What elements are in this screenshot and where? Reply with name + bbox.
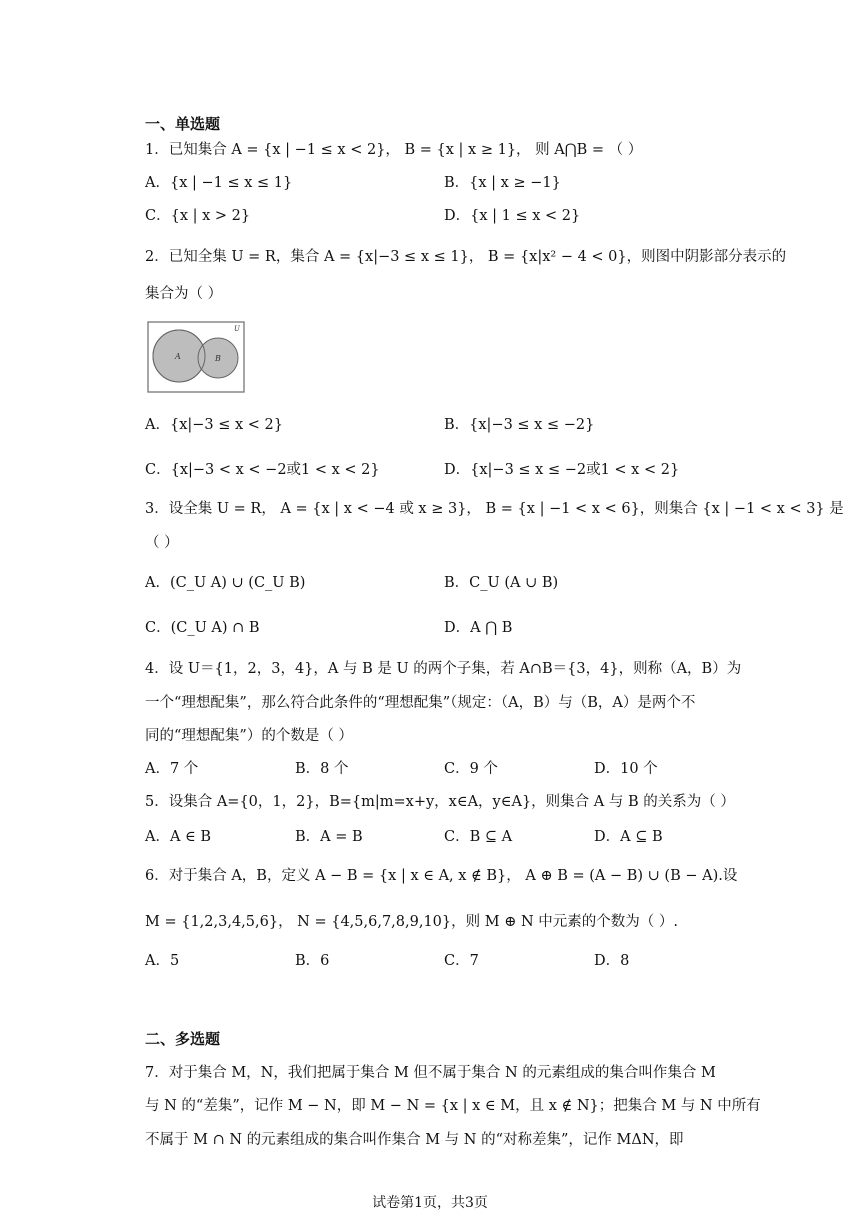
section-single-choice: 一、单选题 [145, 115, 221, 133]
question-5-option-a: A．A ∈ B [145, 829, 212, 845]
question-6-option-a: A．5 [145, 953, 180, 969]
question-5-option-c: C．B ⊆ A [444, 829, 513, 845]
question-3-option-a: A．(C_U A) ∪ (C_U B) [145, 575, 306, 591]
question-3-option-d: D．A ⋂ B [444, 620, 513, 636]
question-3-stem-line-1: 3．设全集 U = R， A = {x | x < −4 或 x ≥ 3}， B = {x | −1 < x < 6}，则集合 {x | −1 < x < 3} 是 [145, 501, 844, 517]
venn-label-b: B [215, 354, 221, 363]
question-6-option-c: C．7 [444, 953, 479, 969]
question-5-option-b: B．A = B [295, 829, 363, 845]
question-6-stem-line-2: M = {1,2,3,4,5,6}， N = {4,5,6,7,8,9,10}，则 M ⊕ N 中元素的个数为（ ）. [145, 914, 678, 930]
venn-label-u: U [234, 325, 240, 333]
venn-diagram [147, 321, 245, 393]
question-7-stem-line-3: 不属于 M ∩ N 的元素组成的集合叫作集合 M 与 N 的“对称差集”，记作 MΔN，即 [145, 1132, 684, 1148]
page-footer: 试卷第1页，共3页 [372, 1195, 488, 1211]
question-4-stem-line-1: 4．设 U＝{1，2，3，4}，A 与 B 是 U 的两个子集，若 A∩B＝{3，4}，则称（A，B）为 [145, 661, 742, 677]
question-6-stem-line-1: 6．对于集合 A，B，定义 A − B = {x | x ∈ A, x ∉ B}， A ⊕ B = (A − B) ∪ (B − A).设 [145, 868, 738, 884]
question-4-option-a: A．7 个 [145, 761, 199, 777]
venn-label-a: A [175, 352, 181, 361]
question-3-stem-line-2: （ ） [145, 535, 179, 551]
question-5-stem: 5．设集合 A={0，1，2}，B={m|m=x+y，x∈A，y∈A}，则集合 A 与 B 的关系为（ ） [145, 794, 735, 810]
question-2-option-d: D．{x|−3 ≤ x ≤ −2或1 < x < 2} [444, 462, 680, 478]
question-4-stem-line-3: 同的“理想配集”）的个数是（ ） [145, 728, 353, 744]
question-1-option-a: A．{x | −1 ≤ x ≤ 1} [145, 175, 293, 191]
question-3-option-b: B．C_U (A ∪ B) [444, 575, 559, 591]
question-4-option-d: D．10 个 [594, 761, 658, 777]
question-7-stem-line-1: 7．对于集合 M，N，我们把属于集合 M 但不属于集合 N 的元素组成的集合叫作集合 M [145, 1065, 716, 1081]
question-4-option-c: C．9 个 [444, 761, 498, 777]
question-4-option-b: B．8 个 [295, 761, 349, 777]
question-3-option-c: C．(C_U A) ∩ B [145, 620, 260, 636]
section-multiple-choice: 二、多选题 [145, 1030, 221, 1048]
question-4-stem-line-2: 一个“理想配集”，那么符合此条件的“理想配集”（规定：（A，B）与（B，A）是两个不 [145, 695, 696, 711]
question-2-option-a: A．{x|−3 ≤ x < 2} [145, 417, 283, 433]
question-2-stem-line-2: 集合为（ ） [145, 286, 223, 302]
question-6-option-d: D．8 [594, 953, 630, 969]
question-5-option-d: D．A ⊆ B [594, 829, 663, 845]
question-1-option-c: C．{x | x > 2} [145, 208, 251, 224]
question-1-stem: 1．已知集合 A = {x | −1 ≤ x < 2}， B = {x | x ≥ 1}， 则 A⋂B = （ ） [145, 142, 643, 158]
question-1-option-b: B．{x | x ≥ −1} [444, 175, 561, 191]
question-1-option-d: D．{x | 1 ≤ x < 2} [444, 208, 581, 224]
question-2-option-c: C．{x|−3 < x < −2或1 < x < 2} [145, 462, 380, 478]
question-2-option-b: B．{x|−3 ≤ x ≤ −2} [444, 417, 595, 433]
question-2-stem-line-1: 2．已知全集 U = R，集合 A = {x|−3 ≤ x ≤ 1}， B = {x|x² − 4 < 0}，则图中阴影部分表示的 [145, 249, 787, 265]
question-6-option-b: B．6 [295, 953, 330, 969]
question-7-stem-line-2: 与 N 的“差集”，记作 M − N，即 M − N = {x | x ∈ M，且 x ∉ N}；把集合 M 与 N 中所有 [145, 1098, 761, 1114]
